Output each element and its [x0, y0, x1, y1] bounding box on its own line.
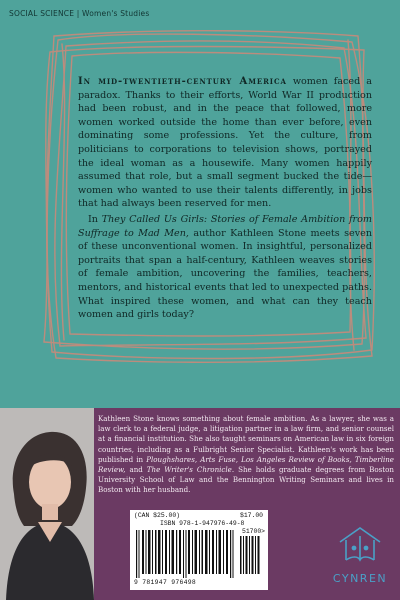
blurb-paragraph-1 — [78, 75, 372, 211]
bio-publications-1: Ploughshares, Arts Fuse, Los Angeles Review of Books, Timberline Review, — [98, 454, 395, 475]
bio-publications-2: The Writer's Chronicle. — [146, 465, 235, 475]
category-label: SOCIAL SCIENCE | Women's Studies — [9, 9, 150, 18]
blurb-paragraph-2-text: author Kathleen Stone meets seven of these unconventional women. In insightful, personalized portraits that span a half-century, Kathleen weaves stories of female ambition, uncovering the families, teachers, mentors, and historical events that led to unexpected paths. What inspired these women, and what can they teach women and girls today? — [78, 227, 372, 321]
blurb-lead-in: In mid-twentieth-century America — [78, 76, 287, 87]
ean-digits: 9 781947 976498 — [134, 579, 197, 586]
back-cover-blurb — [78, 75, 372, 322]
barcode-icon — [134, 530, 264, 578]
price-addon-code: 51700> — [242, 528, 266, 535]
blurb-paragraph-1-text: women faced a paradox. Thanks to their efforts, World War II production had been robust, and in the peace that followed, more women worked outside the home than ever before, even dominating some professions. Yet the culture, from politicians to corporations to television shows, portrayed the ideal woman as a housewife. Many women happily assumed that role, but a small segment bucked the tide—women who wanted to use their talents differently, in jobs that had always been reserved for men. — [78, 76, 372, 210]
author-bio — [98, 414, 394, 496]
book-title: They Called Us Girls: Stories of Female Ambition from Suffrage to Mad Men, — [78, 213, 372, 239]
bio-text-1: Kathleen Stone knows something about female ambition. As a lawyer, she was a law clerk to a federal judge, a litigation partner in a law firm, and senior counsel at a financial institution. She also taught seminars on American law in six foreign countries, including as a Fulbright Senior Specialist. Kathleen's work has been published in — [98, 414, 394, 464]
author-photo — [0, 408, 94, 600]
bio-conjunction: and — [125, 465, 147, 475]
blurb-paragraph-2-lead: In — [88, 213, 102, 225]
blurb-paragraph-2 — [78, 213, 372, 322]
author-portrait-illustration — [0, 408, 94, 600]
price-cad: (CAN $25.00) — [134, 512, 181, 519]
author-bio-text — [98, 414, 394, 496]
price-usd: $17.00 — [240, 512, 264, 519]
bio-text-2: She holds graduate degrees from Boston University School of Law and the Bennington Writing Seminars and lives in Boston with her husband. — [98, 465, 394, 495]
isbn-label: ISBN 978-1-947976-49-8 — [160, 520, 245, 527]
publisher-name: CYNREN — [332, 572, 388, 585]
